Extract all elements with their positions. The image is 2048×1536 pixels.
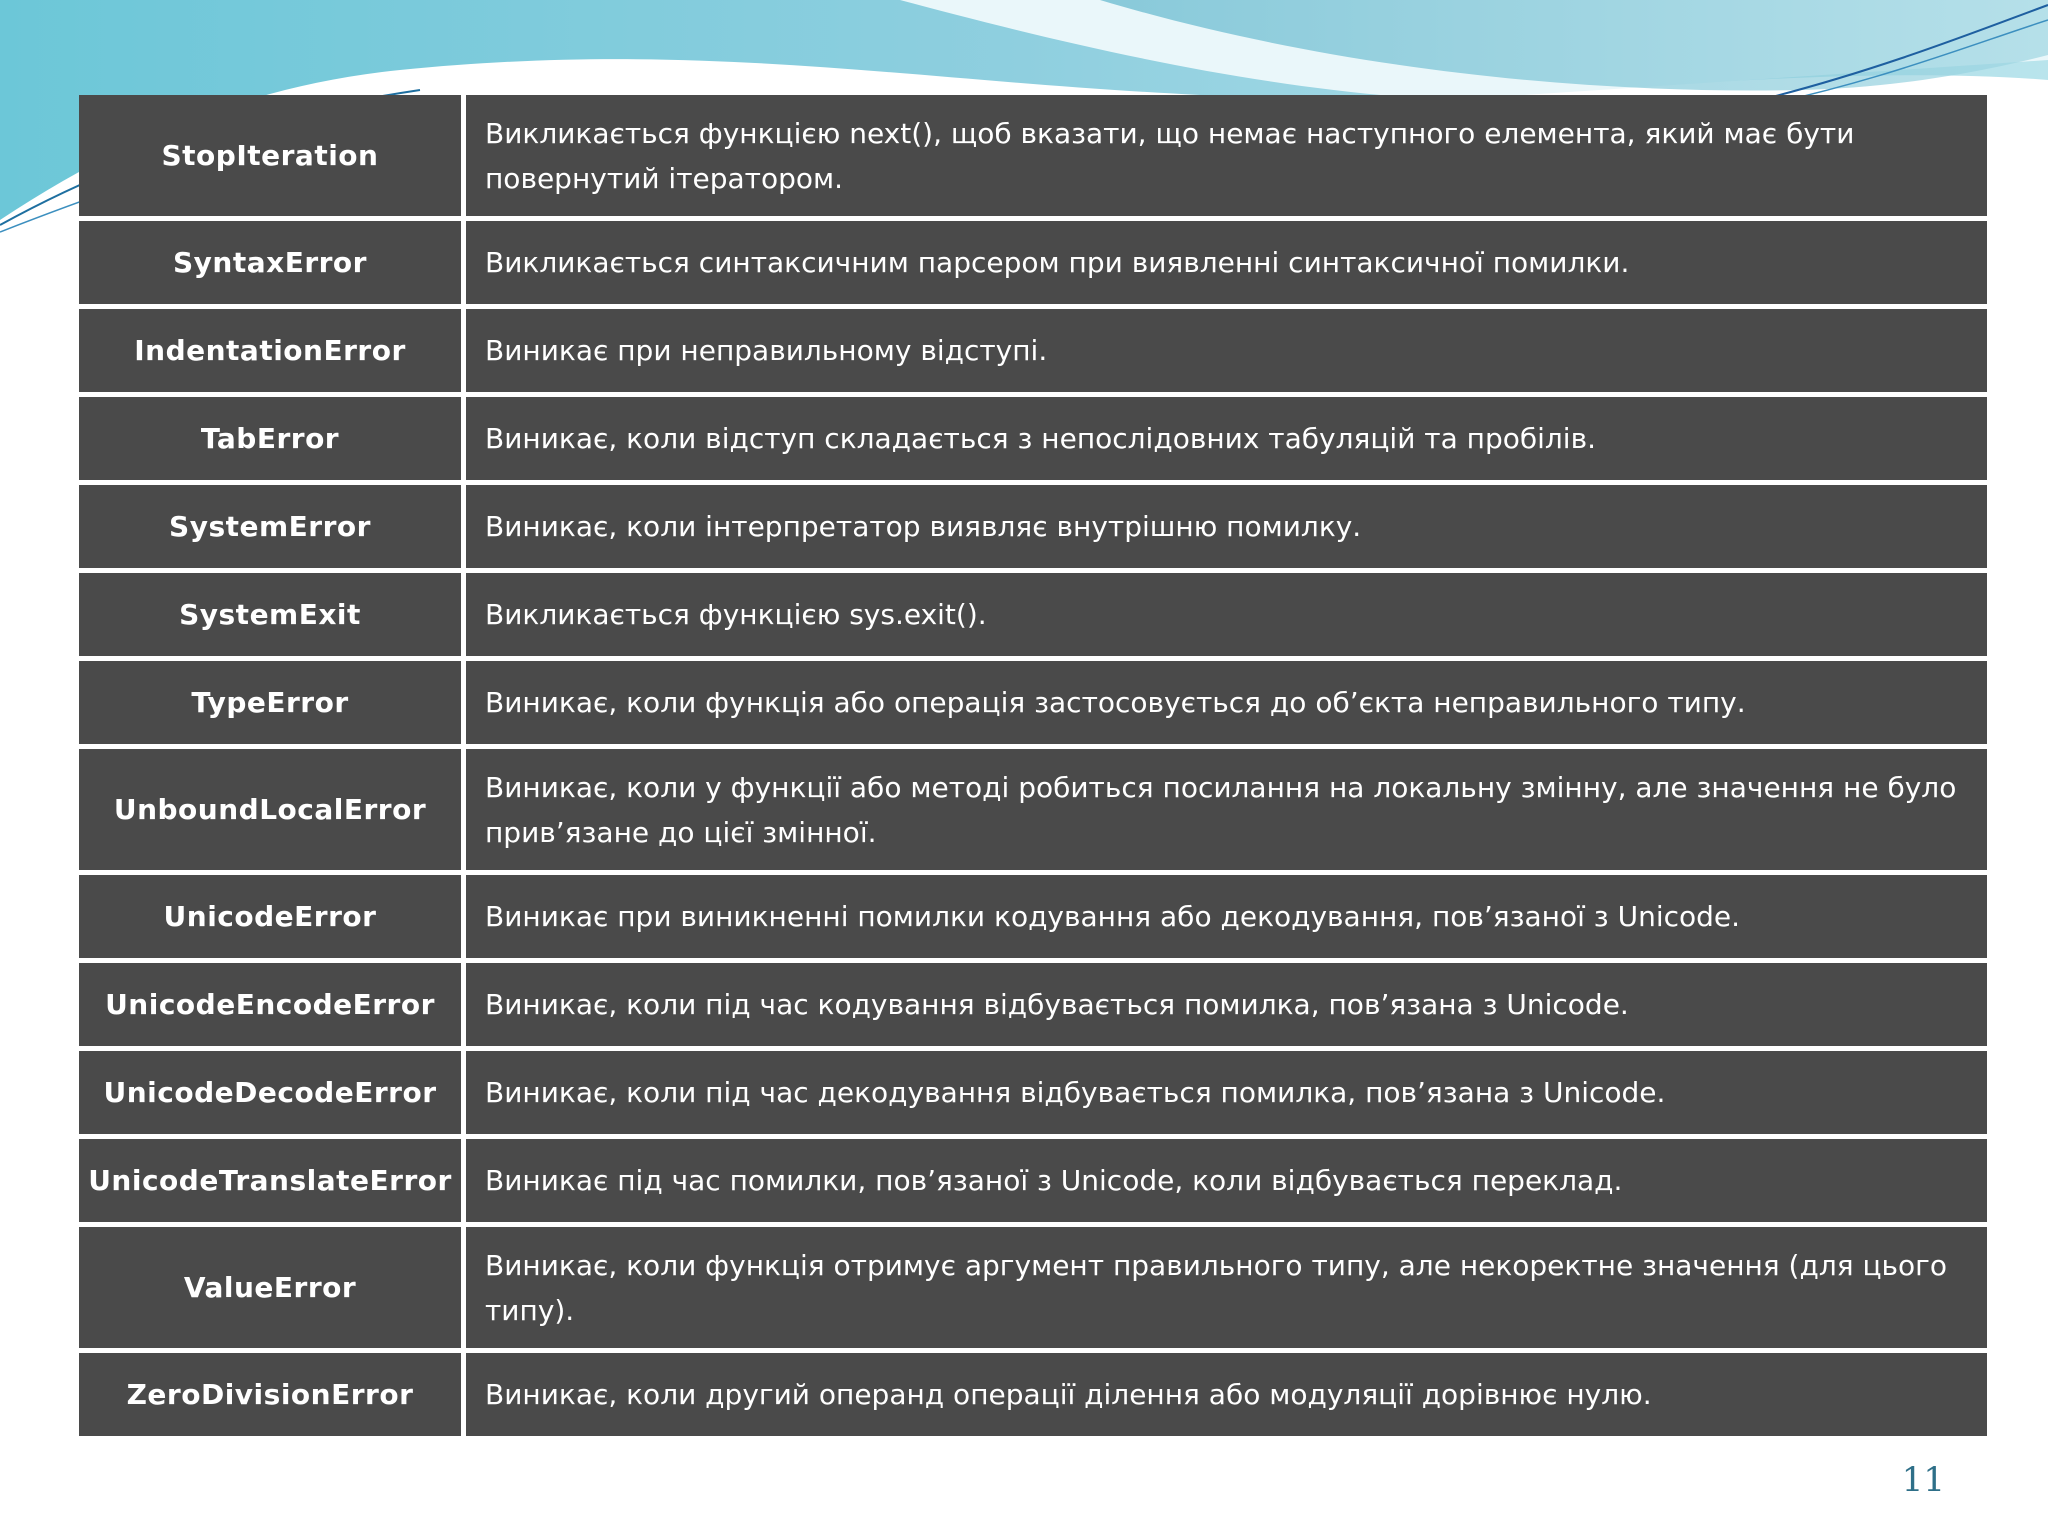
exception-name: UnboundLocalError [79, 749, 461, 870]
exception-description: Виникає під час помилки, пов’язаної з Unicode, коли відбувається переклад. [466, 1139, 1987, 1222]
exception-description: Викликається функцією sys.exit(). [466, 573, 1987, 656]
exception-name: UnicodeDecodeError [79, 1051, 461, 1134]
table-row [79, 397, 1987, 480]
table-row [79, 1353, 1987, 1436]
exception-description: Виникає, коли функція або операція застосовується до об’єкта неправильного типу. [466, 661, 1987, 744]
exception-name: UnicodeError [79, 875, 461, 958]
exception-description: Виникає при неправильному відступі. [466, 309, 1987, 392]
exception-description: Виникає, коли під час декодування відбувається помилка, пов’язана з Unicode. [466, 1051, 1987, 1134]
exception-description: Виникає, коли під час кодування відбувається помилка, пов’язана з Unicode. [466, 963, 1987, 1046]
table-row [79, 661, 1987, 744]
table-row [79, 485, 1987, 568]
exception-name: SystemError [79, 485, 461, 568]
table-row [79, 1227, 1987, 1348]
table-row [79, 963, 1987, 1046]
exception-name: SystemExit [79, 573, 461, 656]
page-number: 11 [1901, 1460, 1945, 1500]
table-row [79, 749, 1987, 870]
exception-name: UnicodeEncodeError [79, 963, 461, 1046]
exception-name: UnicodeTranslateError [79, 1139, 461, 1222]
table-row [79, 221, 1987, 304]
exception-name: ZeroDivisionError [79, 1353, 461, 1436]
exception-description: Виникає, коли відступ складається з непослідовних табуляцій та пробілів. [466, 397, 1987, 480]
exception-description: Викликається функцією next(), щоб вказати, що немає наступного елемента, який має бути повернутий ітератором. [466, 95, 1987, 216]
table-row [79, 875, 1987, 958]
exception-description: Виникає, коли другий операнд операції ділення або модуляції дорівнює нулю. [466, 1353, 1987, 1436]
table-row [79, 1051, 1987, 1134]
table-row [79, 573, 1987, 656]
exception-description: Виникає, коли функція отримує аргумент правильного типу, але некоректне значення (для цього типу). [466, 1227, 1987, 1348]
exception-description: Виникає при виникненні помилки кодування або декодування, пов’язаної з Unicode. [466, 875, 1987, 958]
table-row [79, 309, 1987, 392]
exception-description: Викликається синтаксичним парсером при виявленні синтаксичної помилки. [466, 221, 1987, 304]
exception-name: TabError [79, 397, 461, 480]
table-row [79, 1139, 1987, 1222]
table-row [79, 95, 1987, 216]
exception-name: SyntaxError [79, 221, 461, 304]
exception-name: IndentationError [79, 309, 461, 392]
exception-name: TypeError [79, 661, 461, 744]
exceptions-table [79, 95, 1987, 1436]
exception-name: ValueError [79, 1227, 461, 1348]
exception-description: Виникає, коли інтерпретатор виявляє внутрішню помилку. [466, 485, 1987, 568]
exception-description: Виникає, коли у функції або методі робиться посилання на локальну змінну, але значення не було прив’язане до цієї змінної. [466, 749, 1987, 870]
exception-name: StopIteration [79, 95, 461, 216]
